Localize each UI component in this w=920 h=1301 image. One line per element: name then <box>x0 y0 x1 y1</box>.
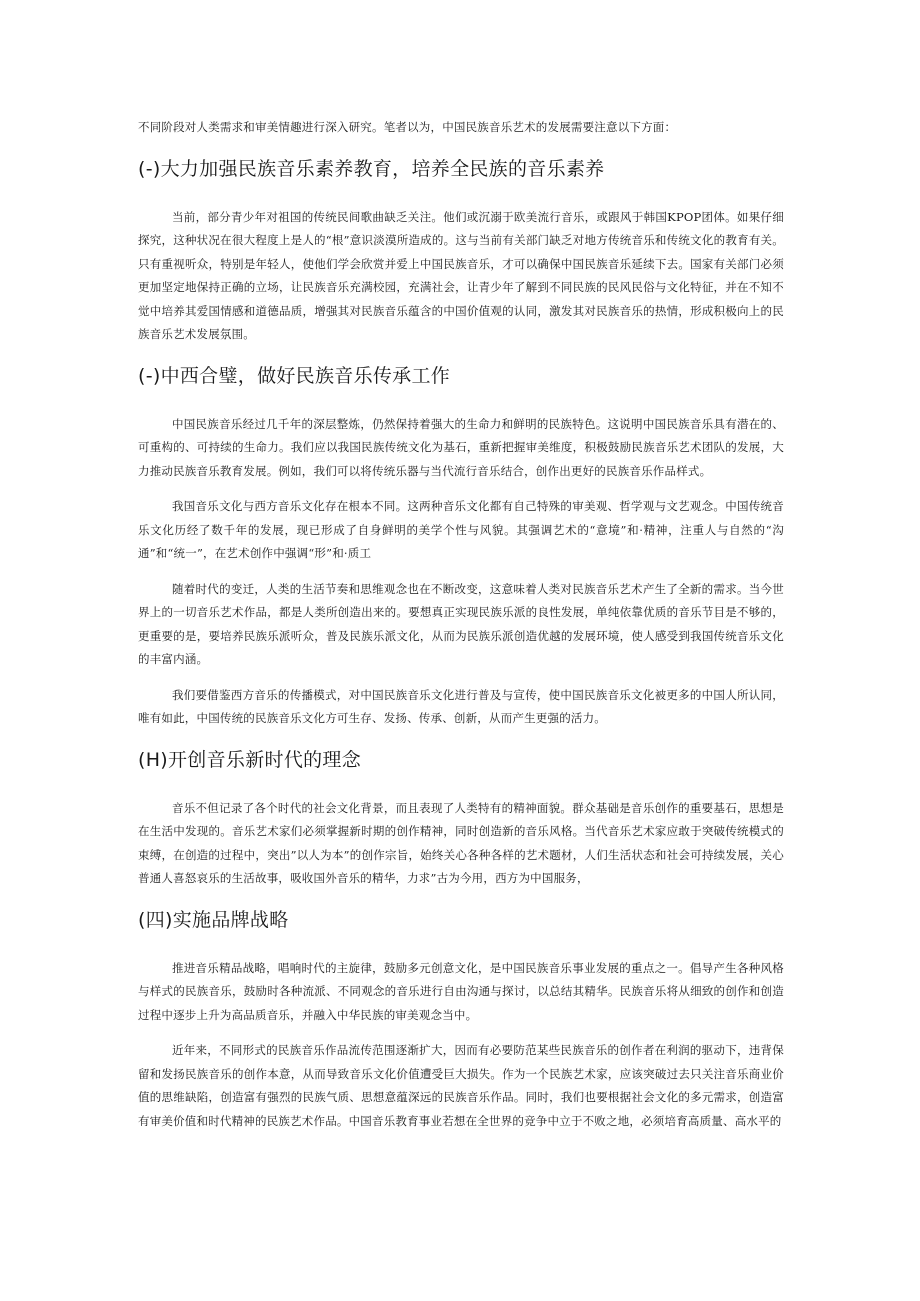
section-2-paragraph-4: 我们要借鉴西方音乐的传播模式，对中国民族音乐文化进行普及与宣传，使中国民族音乐文化被更多的中国人所认同，唯有如此，中国传统的民族音乐文化方可生存、发扬、传承、创新，从而产生更强的活力。 <box>138 687 784 725</box>
section-4-heading: (四)实施品牌战略 <box>138 908 289 931</box>
section-2-paragraph-1: 中国民族音乐经过几千年的深层整炼，仍然保持着强大的生命力和鲜明的民族特色。这说明中国民族音乐具有潜在的、可重构的、可持续的生命力。我们应以我国民族传统文化为基石，重新把握审美维度，积极鼓励民族音乐艺术团队的发展，大力推动民族音乐教育发展。例如，我们可以将传统乐器与当代流行音乐结合，创作出更好的民族音乐作品样式。 <box>138 416 784 478</box>
section-4-paragraph-1: 推进音乐精品战略，唱响时代的主旋律，鼓励多元创意文化，是中国民族音乐事业发展的重点之一。倡导产生各种风格与样式的民族音乐，鼓励时各种流派、不同观念的音乐进行自由沟通与探讨，以总结其精华。民族音乐将从细致的创作和创造过程中逐步上升为高品质音乐，并融入中华民族的审美观念当中。 <box>138 960 784 1022</box>
section-1-paragraph-1: 当前，部分青少年对祖国的传统民间歌曲缺乏关注。他们或沉溺于欧美流行音乐，或跟风于韩国KPOP团体。如果仔细探究，这种状况在很大程度上是人的“根”意识淡漠所造成的。这与当前有关部门缺乏对地方传统音乐和传统文化的教育有关。只有重视听众，特别是年轻人，使他们学会欣赏并爱上中国民族音乐，才可以确保中国民族音乐延续下去。国家有关部门必须更加坚定地保持正确的立场，让民族音乐充满校园，充满社会，让青少年了解到不同民族的民风民俗与文化特征，并在不知不觉中培养其爱国情感和道德品质，增强其对民族音乐蕴含的中国价值观的认同，激发其对民族音乐的热情，形成积极向上的民族音乐艺术发展氛围。 <box>138 209 784 341</box>
section-1-heading: (-)大力加强民族音乐素养教育，培养全民族的音乐素养 <box>138 157 605 180</box>
section-4-paragraph-2: 近年来，不同形式的民族音乐作品流传范围逐渐扩大，因而有必要防范某些民族音乐的创作者在利润的驱动下，违背保留和发扬民族音乐的创作本意，从而导致音乐文化价值遭受巨大损失。作为一个民族艺术家，应该突破过去只关注音乐商业价值的思维缺陷，创造富有强烈的民族气质、思想意蕴深远的民族音乐作品。同时，我们也要根据社会文化的多元需求，创造富有审美价值和时代精神的民族艺术作品。中国音乐教育事业若想在全世界的竞争中立于不败之地，必须培育高质量、高水平的 <box>138 1043 784 1128</box>
intro-paragraph: 不同阶段对人类需求和审美情趣进行深入研究。笔者以为，中国民族音乐艺术的发展需要注意以下方面： <box>138 120 677 134</box>
section-3-paragraph-1: 音乐不但记录了各个时代的社会文化背景，而且表现了人类特有的精神面貌。群众基础是音乐创作的重要基石，思想是在生活中发现的。音乐艺术家们必须掌握新时期的创作精神，同时创造新的音乐风格。当代音乐艺术家应敢于突破传统模式的束缚，在创造的过程中，突出”以人为本”的创作宗旨，始终关心各种各样的艺术题材，人们生活状态和社会可持续发展，关心普通人喜怒哀乐的生活故事，吸收国外音乐的精华，力求”古为今用，西方为中国服务， <box>138 800 784 885</box>
document-body <box>138 116 784 1133</box>
section-3-heading: (H)开创音乐新时代的理念 <box>138 748 362 771</box>
section-2-heading: (-)中西合璧，做好民族音乐传承工作 <box>138 364 451 387</box>
section-2-paragraph-3: 随着时代的变迁，人类的生活节奏和思维观念也在不断改变，这意味着人类对民族音乐艺术产生了全新的需求。当今世界上的一切音乐艺术作品，都是人类所创造出来的。要想真正实现民族乐派的良性发展，单纯依靠优质的音乐节目是不够的，更重要的是，要培养民族乐派听众，普及民族乐派文化，从而为民族乐派创造优越的发展环境，使人感受到我国传统音乐文化的丰富内涵。 <box>138 581 784 666</box>
section-2-paragraph-2: 我国音乐文化与西方音乐文化存在根本不同。这两种音乐文化都有自己特殊的审美观、哲学观与文艺观念。中国传统音乐文化历经了数千年的发展，现已形成了自身鲜明的美学个性与风貌。其强调艺术的“意境”和·精神，注重人与自然的“沟通”和“统一”，在艺术创作中强调“形”和·质工 <box>138 499 784 560</box>
